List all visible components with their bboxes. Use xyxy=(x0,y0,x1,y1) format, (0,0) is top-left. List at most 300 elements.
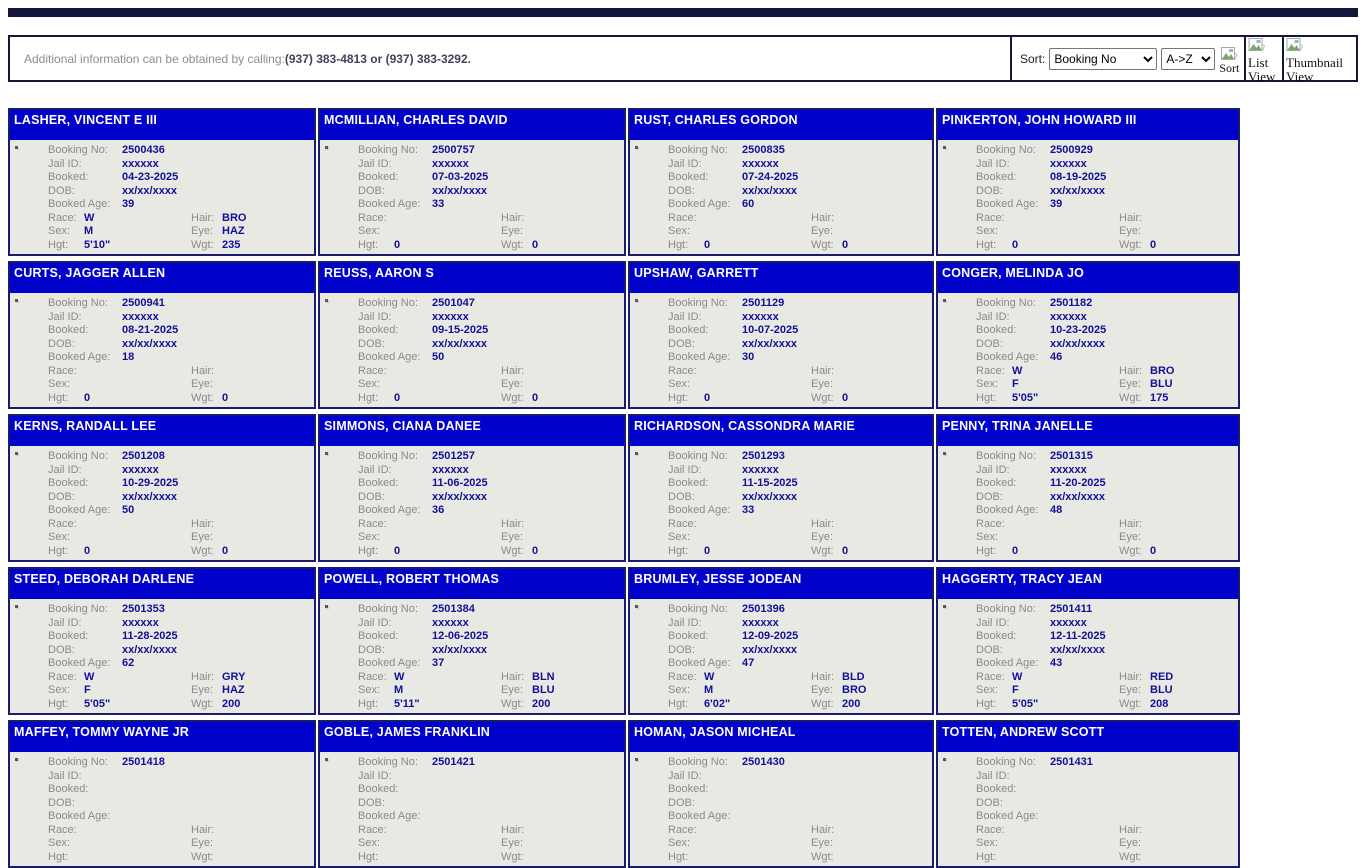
field-label: Hair: xyxy=(1119,517,1143,530)
booking-no-value: 2501396 xyxy=(742,603,785,615)
inmate-details xyxy=(10,446,314,558)
sex-value: F xyxy=(1012,378,1019,390)
booked-date-value: 12-09-2025 xyxy=(742,630,799,642)
wgt-value: 235 xyxy=(222,238,241,251)
field-label: Hair: xyxy=(811,211,835,224)
field-label: Jail ID: xyxy=(668,157,702,170)
mugshot-broken-image-icon xyxy=(15,299,18,302)
field-label: Booking No: xyxy=(358,450,418,462)
field-label: Booked: xyxy=(976,477,1017,489)
field-label: Eye: xyxy=(501,225,524,237)
sex-value xyxy=(704,225,811,239)
inmate-name-header xyxy=(320,110,624,140)
field-label: Race: xyxy=(358,670,387,683)
field-label: Booked Age: xyxy=(358,504,421,516)
inmate-card[interactable] xyxy=(628,414,934,562)
field-label: Sex: xyxy=(668,837,691,849)
inmate-details xyxy=(630,599,932,711)
field-label: Race: xyxy=(668,517,697,530)
booking-no-value: 2501293 xyxy=(742,450,785,462)
field-label: Booked Age: xyxy=(976,504,1039,516)
hair-value xyxy=(842,365,928,379)
inmate-details xyxy=(630,293,932,405)
booking-no-value: 2501182 xyxy=(1050,297,1093,309)
field-label: Jail ID: xyxy=(358,769,392,782)
booked-age-value: 33 xyxy=(742,504,755,516)
field-label: Hgt: xyxy=(358,544,379,557)
race-value: W xyxy=(1012,364,1023,377)
field-label: Eye: xyxy=(501,378,524,390)
mugshot-broken-image-icon xyxy=(943,605,946,608)
race-value xyxy=(394,212,501,226)
sort-field-select[interactable] xyxy=(1049,48,1157,70)
inmate-card[interactable] xyxy=(318,414,626,562)
field-label: Booked Age: xyxy=(358,657,421,669)
field-label: Booked: xyxy=(48,324,89,336)
mugshot-broken-image-icon xyxy=(325,605,328,608)
field-label: Booked Age: xyxy=(358,351,421,363)
inmate-card[interactable] xyxy=(8,414,316,562)
race-value xyxy=(394,824,501,838)
field-label: Hgt: xyxy=(976,238,997,251)
contact-info-prefix: Additional information can be obtained by calling: xyxy=(24,51,285,66)
field-label: Hgt: xyxy=(48,391,69,404)
inmate-name: HOMAN, JASON MICHEAL xyxy=(634,725,796,739)
field-label: Eye: xyxy=(811,837,834,849)
sex-value xyxy=(394,837,501,851)
inmate-details xyxy=(630,446,932,558)
field-label: Eye: xyxy=(811,684,834,696)
race-value xyxy=(1012,212,1119,226)
hair-value: BLN xyxy=(532,670,555,683)
field-label: Hair: xyxy=(1119,823,1143,836)
booked-age-value: 33 xyxy=(432,198,445,210)
dob-value: xx/xx/xxxx xyxy=(122,184,178,197)
field-label: Booked: xyxy=(358,171,399,183)
field-label: Hgt: xyxy=(668,697,689,710)
inmate-name-header xyxy=(938,416,1238,446)
field-label: Hair: xyxy=(811,670,835,683)
field-label: Race: xyxy=(48,211,77,224)
field-label: DOB: xyxy=(48,643,75,656)
mugshot-broken-image-icon xyxy=(325,452,328,455)
booked-date-value: 10-23-2025 xyxy=(1050,324,1107,336)
hgt-value: 5'05" xyxy=(1012,391,1039,404)
mugshot-broken-image-icon xyxy=(15,605,18,608)
field-label: Booking No: xyxy=(976,603,1036,615)
field-label: Sex: xyxy=(668,378,691,390)
field-label: Jail ID: xyxy=(976,616,1010,629)
booked-date-value: 11-28-2025 xyxy=(122,630,178,642)
race-value: W xyxy=(394,670,405,683)
field-label: Sex: xyxy=(976,378,999,390)
field-label: Booking No: xyxy=(358,297,418,309)
field-label: Sex: xyxy=(358,684,381,696)
jail-id-value: xxxxxx xyxy=(122,463,159,476)
hgt-value: 0 xyxy=(84,391,91,404)
inmate-card[interactable] xyxy=(8,108,316,256)
inmate-card[interactable] xyxy=(8,567,316,715)
field-label: Eye: xyxy=(811,378,834,390)
inmate-card[interactable] xyxy=(936,261,1240,409)
hgt-value: 0 xyxy=(1012,238,1019,251)
booking-no-value: 2501384 xyxy=(432,603,475,615)
race-value xyxy=(704,518,811,532)
field-label: Sex: xyxy=(358,378,381,390)
dob-value: xx/xx/xxxx xyxy=(432,184,488,197)
eye-value xyxy=(842,225,928,239)
field-label: DOB: xyxy=(48,337,75,350)
inmate-details xyxy=(320,293,624,405)
hgt-value: 0 xyxy=(704,238,711,251)
hair-value xyxy=(842,824,928,838)
field-label: Eye: xyxy=(811,531,834,543)
field-label: Booked Age: xyxy=(48,504,111,516)
mugshot-broken-image-icon xyxy=(15,146,18,149)
wgt-value: 0 xyxy=(532,391,539,404)
field-label: Wgt: xyxy=(811,697,834,710)
field-label: Hgt: xyxy=(668,544,689,557)
field-label: Wgt: xyxy=(501,238,524,251)
field-label: Sex: xyxy=(48,684,71,696)
booked-age-value: 48 xyxy=(1050,504,1063,516)
field-label: Booked Age: xyxy=(668,351,731,363)
field-label: Hair: xyxy=(191,364,215,377)
field-label: Booked: xyxy=(48,630,89,642)
field-label: Booked Age: xyxy=(976,810,1039,822)
inmate-card[interactable] xyxy=(936,108,1240,256)
field-label: Hair: xyxy=(811,823,835,836)
inmate-details xyxy=(938,293,1238,405)
field-label: Sex: xyxy=(976,684,999,696)
jail-id-value: xxxxxx xyxy=(1050,616,1087,629)
inmate-name: REUSS, AARON S xyxy=(324,266,434,280)
field-label: Booked: xyxy=(668,171,709,183)
hgt-value: 0 xyxy=(704,391,711,404)
inmate-details xyxy=(10,752,314,864)
inmate-card[interactable] xyxy=(628,567,934,715)
field-label: Hair: xyxy=(501,670,525,683)
field-label: Hgt: xyxy=(48,697,69,710)
field-label: Booked: xyxy=(358,324,399,336)
inmate-card[interactable] xyxy=(936,567,1240,715)
field-label: DOB: xyxy=(358,796,385,809)
inmate-name-header xyxy=(320,263,624,293)
inmate-card[interactable] xyxy=(8,261,316,409)
field-label: DOB: xyxy=(976,796,1003,809)
field-label: DOB: xyxy=(48,796,75,809)
wgt-value xyxy=(842,851,928,865)
inmate-card[interactable] xyxy=(318,261,626,409)
wgt-value xyxy=(532,851,620,865)
field-label: Hair: xyxy=(191,823,215,836)
sex-value: M xyxy=(704,684,714,696)
race-value: W xyxy=(1012,670,1023,683)
hair-value xyxy=(842,518,928,532)
field-label: Sex: xyxy=(668,684,691,696)
hair-value xyxy=(1150,212,1234,226)
inmate-card[interactable] xyxy=(628,108,934,256)
field-label: Hgt: xyxy=(976,544,997,557)
list-view-label: List View xyxy=(1248,55,1276,84)
booking-no-value: 2501047 xyxy=(432,297,475,309)
field-label: Race: xyxy=(358,823,387,836)
page-header xyxy=(8,35,1358,82)
field-label: Booked Age: xyxy=(668,657,731,669)
eye-value: BLU xyxy=(1150,684,1173,696)
mugshot-broken-image-icon xyxy=(325,758,328,761)
field-label: Eye: xyxy=(191,378,214,390)
field-label: Sex: xyxy=(976,837,999,849)
booked-date-value: 12-11-2025 xyxy=(1050,630,1106,642)
inmate-card[interactable] xyxy=(936,414,1240,562)
field-label: Booking No: xyxy=(976,297,1036,309)
field-label: Jail ID: xyxy=(358,157,392,170)
field-label: Booking No: xyxy=(668,297,728,309)
mugshot-broken-image-icon xyxy=(635,146,638,149)
inmate-card[interactable] xyxy=(628,261,934,409)
hair-value: BLD xyxy=(842,670,865,683)
dob-value: xx/xx/xxxx xyxy=(1050,184,1106,197)
mugshot-broken-image-icon xyxy=(943,758,946,761)
hair-value xyxy=(532,824,620,838)
mugshot-broken-image-icon xyxy=(325,146,328,149)
jail-id-value: xxxxxx xyxy=(432,616,469,629)
inmate-name-header xyxy=(10,416,314,446)
field-label: Booked: xyxy=(668,324,709,336)
inmate-details xyxy=(320,752,624,864)
field-label: DOB: xyxy=(668,796,695,809)
jail-id-value: xxxxxx xyxy=(742,310,779,323)
field-label: Wgt: xyxy=(1119,391,1142,404)
field-label: Race: xyxy=(358,211,387,224)
field-label: DOB: xyxy=(668,184,695,197)
field-label: Race: xyxy=(976,364,1005,377)
field-label: Eye: xyxy=(1119,531,1142,543)
hair-value: BRO xyxy=(1150,364,1175,377)
inmate-card[interactable] xyxy=(318,567,626,715)
field-label: DOB: xyxy=(976,184,1003,197)
field-label: Wgt: xyxy=(191,238,214,251)
booked-age-value: 36 xyxy=(432,504,445,516)
field-label: Race: xyxy=(48,670,77,683)
sex-value xyxy=(394,225,501,239)
field-label: Booked Age: xyxy=(668,810,731,822)
sort-controls xyxy=(1010,37,1244,80)
field-label: Hair: xyxy=(501,211,525,224)
sex-value: F xyxy=(84,684,91,696)
dob-value: xx/xx/xxxx xyxy=(742,184,798,197)
field-label: Wgt: xyxy=(191,697,214,710)
field-label: Jail ID: xyxy=(48,769,82,782)
booking-no-value: 2501129 xyxy=(742,297,785,309)
eye-value xyxy=(532,225,620,239)
dob-value: xx/xx/xxxx xyxy=(1050,643,1106,656)
booking-no-value: 2501431 xyxy=(1050,756,1093,768)
field-label: Race: xyxy=(976,823,1005,836)
booked-date-value: 11-15-2025 xyxy=(742,477,798,489)
inmate-details xyxy=(938,752,1238,864)
field-label: Hgt: xyxy=(358,697,379,710)
field-label: Jail ID: xyxy=(976,157,1010,170)
inmate-name: UPSHAW, GARRETT xyxy=(634,266,759,280)
booked-age-value: 60 xyxy=(742,198,755,210)
mugshot-broken-image-icon xyxy=(15,758,18,761)
eye-value: HAZ xyxy=(222,225,245,237)
field-label: Hair: xyxy=(191,211,215,224)
inmate-card[interactable] xyxy=(318,108,626,256)
inmate-name-header xyxy=(630,569,932,599)
wgt-value: 208 xyxy=(1150,697,1169,710)
booking-no-value: 2501411 xyxy=(1050,603,1093,615)
field-label: Hair: xyxy=(501,517,525,530)
booked-age-value: 18 xyxy=(122,351,135,363)
hair-value: GRY xyxy=(222,670,246,683)
field-label: Wgt: xyxy=(811,850,834,863)
sort-direction-select[interactable] xyxy=(1161,48,1215,70)
inmate-card[interactable] xyxy=(628,720,934,868)
hair-value xyxy=(532,212,620,226)
sex-value: F xyxy=(1012,684,1019,696)
eye-value xyxy=(1150,837,1234,851)
booked-date-value: 11-06-2025 xyxy=(432,477,488,489)
thumbnail-view-button[interactable] xyxy=(1282,37,1356,84)
inmate-name: CONGER, MELINDA JO xyxy=(942,266,1085,280)
hgt-value: 0 xyxy=(394,544,401,557)
field-label: Booking No: xyxy=(358,144,418,156)
field-label: Booked Age: xyxy=(358,198,421,210)
field-label: Race: xyxy=(668,670,697,683)
field-label: Hgt: xyxy=(358,391,379,404)
field-label: Booking No: xyxy=(976,144,1036,156)
inmate-details xyxy=(938,140,1238,252)
mugshot-broken-image-icon xyxy=(635,299,638,302)
booking-no-value: 2501421 xyxy=(432,756,475,768)
field-label: Booking No: xyxy=(668,450,728,462)
sex-value: M xyxy=(84,225,94,237)
booked-date-value: 09-15-2025 xyxy=(432,324,489,336)
field-label: DOB: xyxy=(976,490,1003,503)
field-label: Race: xyxy=(976,517,1005,530)
hair-value xyxy=(532,518,620,532)
eye-value xyxy=(222,378,310,392)
field-label: Jail ID: xyxy=(976,463,1010,476)
field-label: Booked: xyxy=(668,477,709,489)
booked-age-value: 37 xyxy=(432,657,445,669)
field-label: Eye: xyxy=(191,684,214,696)
thumbnail-view-label: Thumbnail View xyxy=(1286,55,1344,84)
field-label: Booking No: xyxy=(668,144,728,156)
hgt-value: 5'05" xyxy=(1012,697,1039,710)
inmate-details xyxy=(10,293,314,405)
race-value xyxy=(1012,824,1119,838)
field-label: Wgt: xyxy=(811,391,834,404)
field-label: Booked: xyxy=(358,783,399,795)
wgt-value: 175 xyxy=(1150,391,1169,404)
field-label: Sex: xyxy=(358,837,381,849)
field-label: Race: xyxy=(668,823,697,836)
field-label: DOB: xyxy=(668,643,695,656)
field-label: Sex: xyxy=(668,531,691,543)
wgt-value: 200 xyxy=(222,697,241,710)
inmate-details xyxy=(938,446,1238,558)
booking-no-value: 2501430 xyxy=(742,756,785,768)
field-label: Wgt: xyxy=(811,544,834,557)
inmate-name: STEED, DEBORAH DARLENE xyxy=(14,572,195,586)
field-label: Race: xyxy=(48,823,77,836)
inmate-card[interactable] xyxy=(8,720,316,868)
wgt-value: 0 xyxy=(842,544,849,557)
field-label: Hair: xyxy=(1119,670,1143,683)
field-label: Hgt: xyxy=(668,850,689,863)
race-value xyxy=(84,518,191,532)
hair-value xyxy=(222,824,310,838)
field-label: Sex: xyxy=(48,225,71,237)
sort-button[interactable] xyxy=(1219,47,1239,74)
inmate-name: RICHARDSON, CASSONDRA MARIE xyxy=(634,419,855,433)
booked-age-value: 43 xyxy=(1050,657,1063,669)
sex-value xyxy=(394,531,501,545)
hgt-value: 5'10" xyxy=(84,238,111,251)
field-label: Eye: xyxy=(1119,684,1142,696)
field-label: Wgt: xyxy=(501,850,524,863)
eye-value xyxy=(1150,225,1234,239)
field-label: Hgt: xyxy=(358,850,379,863)
sex-value: M xyxy=(394,684,404,696)
booking-no-value: 2500835 xyxy=(742,144,785,156)
field-label: Jail ID: xyxy=(358,616,392,629)
mugshot-broken-image-icon xyxy=(943,452,946,455)
field-label: Jail ID: xyxy=(48,616,82,629)
dob-value: xx/xx/xxxx xyxy=(122,337,178,350)
field-label: Wgt: xyxy=(501,391,524,404)
wgt-value: 0 xyxy=(1150,238,1157,251)
inmate-details xyxy=(320,446,624,558)
field-label: Wgt: xyxy=(1119,697,1142,710)
booking-no-value: 2501315 xyxy=(1050,450,1093,462)
field-label: Race: xyxy=(48,517,77,530)
field-label: Booking No: xyxy=(48,603,108,615)
inmate-card[interactable] xyxy=(936,720,1240,868)
jail-id-value: xxxxxx xyxy=(1050,463,1087,476)
booked-age-value: 46 xyxy=(1050,351,1063,363)
field-label: Jail ID: xyxy=(48,463,82,476)
booked-age-value: 39 xyxy=(1050,198,1063,210)
field-label: Booked Age: xyxy=(668,198,731,210)
sex-value xyxy=(394,378,501,392)
field-label: Jail ID: xyxy=(976,310,1010,323)
field-label: Booking No: xyxy=(48,756,108,768)
field-label: Hgt: xyxy=(976,850,997,863)
field-label: Booking No: xyxy=(976,756,1036,768)
jail-id-value: xxxxxx xyxy=(1050,310,1087,323)
phone-number-1: (937) 383-4813 xyxy=(284,51,367,66)
sex-value xyxy=(84,378,191,392)
wgt-value: 0 xyxy=(222,391,229,404)
field-label: Booked: xyxy=(976,324,1017,336)
race-value xyxy=(1012,518,1119,532)
list-view-button[interactable] xyxy=(1244,37,1282,84)
hgt-value: 5'05" xyxy=(84,697,111,710)
phone-period: . xyxy=(467,51,471,66)
field-label: Hgt: xyxy=(48,850,69,863)
inmate-name-header xyxy=(10,263,314,293)
inmate-card[interactable] xyxy=(318,720,626,868)
booking-no-value: 2501353 xyxy=(122,603,165,615)
phone-number-2: (937) 383-3292 xyxy=(385,51,468,66)
booking-no-value: 2500929 xyxy=(1050,144,1093,156)
field-label: Sex: xyxy=(48,531,71,543)
